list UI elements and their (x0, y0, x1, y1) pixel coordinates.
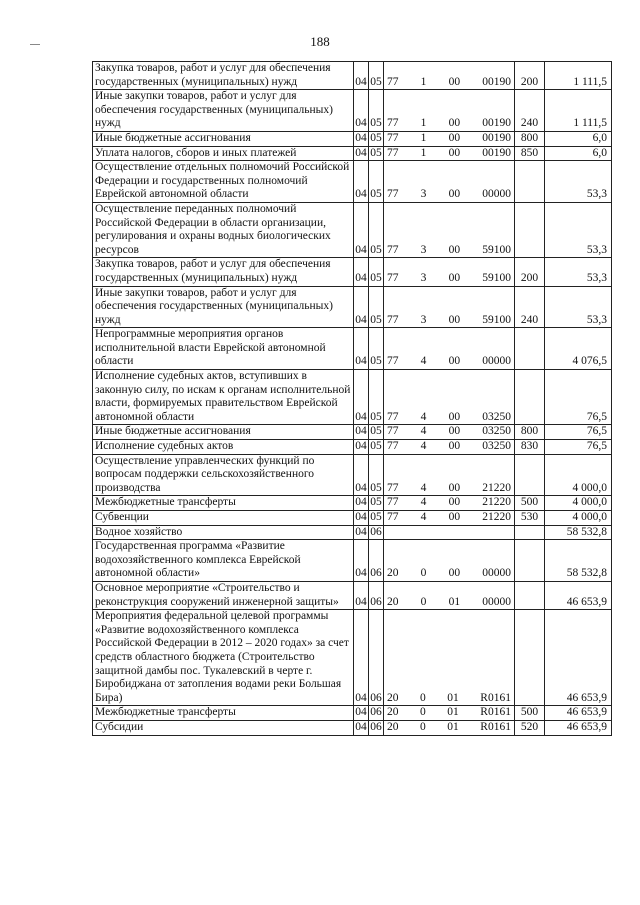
target-article-t1: 77 (387, 355, 399, 368)
target-article-t2: 0 (420, 706, 426, 719)
row-target-article (384, 90, 515, 132)
target-article-t2: 4 (420, 355, 427, 368)
table-row (93, 540, 612, 582)
row-amount: 1 111,5 (545, 90, 612, 132)
table-row (93, 425, 612, 440)
target-article-t1: 20 (387, 595, 399, 608)
margin-mark (30, 44, 40, 45)
target-article-parts (384, 596, 514, 610)
table-row (93, 258, 612, 286)
target-article-t3: 00 (448, 355, 461, 368)
row-subsection-code: 06 (369, 540, 384, 582)
target-article-t1: 77 (387, 75, 399, 88)
row-name: Государственная программа «Развитие водохозяйственного комплекса Еврейской автономной области» (93, 540, 354, 582)
row-name: Межбюджетные трансферты (93, 496, 354, 511)
row-expense-type (515, 525, 545, 540)
target-article-t4: R0161 (480, 706, 511, 719)
row-section-code: 04 (354, 525, 369, 540)
row-target-article (384, 525, 515, 540)
row-amount: 1 111,5 (545, 62, 612, 90)
row-section-code: 04 (354, 286, 369, 328)
row-target-article (384, 706, 515, 721)
row-name: Иные бюджетные ассигнования (93, 131, 354, 146)
table-row (93, 146, 612, 161)
row-expense-type: 200 (515, 62, 545, 90)
row-section-code: 04 (354, 425, 369, 440)
row-expense-type: 240 (515, 286, 545, 328)
row-target-article (384, 286, 515, 328)
target-article-t4: 00000 (482, 355, 511, 368)
row-amount: 53,3 (545, 258, 612, 286)
row-name: Осуществление управленческих функций по вопросам поддержки сельскохозяйственного производства (93, 454, 354, 496)
row-section-code: 04 (354, 720, 369, 735)
row-subsection-code: 06 (369, 706, 384, 721)
row-subsection-code: 06 (369, 581, 384, 609)
target-article-t1: 77 (387, 131, 399, 144)
table-row (93, 370, 612, 425)
row-target-article (384, 720, 515, 735)
row-target-article (384, 258, 515, 286)
row-target-article (384, 610, 515, 706)
row-subsection-code: 05 (369, 425, 384, 440)
target-article-t2: 1 (420, 131, 427, 144)
target-article-t1: 20 (387, 720, 399, 733)
target-article-t2: 3 (420, 313, 427, 326)
target-article-t1: 77 (387, 271, 399, 284)
target-article-t2: 4 (420, 511, 427, 523)
row-amount: 46 653,9 (545, 581, 612, 609)
target-article-t3: 00 (448, 117, 461, 130)
table-row (93, 496, 612, 511)
table-row (93, 202, 612, 257)
row-section-code: 04 (354, 328, 369, 370)
target-article-t4: R0161 (480, 720, 511, 733)
target-article-t2: 0 (420, 567, 427, 580)
target-article-t3: 00 (448, 188, 461, 201)
row-expense-type: 500 (515, 496, 545, 511)
row-section-code: 04 (354, 454, 369, 496)
target-article-t1: 77 (387, 117, 399, 130)
row-expense-type: 850 (515, 146, 545, 161)
row-name: Непрограммные мероприятия органов исполнительной власти Еврейской автономной области (93, 328, 354, 370)
target-article-t4: 59100 (482, 271, 511, 284)
row-name: Иные закупки товаров, работ и услуг для обеспечения государственных (муниципальных) нужд (93, 90, 354, 132)
row-section-code: 04 (354, 146, 369, 161)
table-row (93, 440, 612, 455)
target-article-t2: 3 (420, 188, 427, 201)
row-subsection-code: 06 (369, 610, 384, 706)
table-row (93, 706, 612, 721)
row-name: Мероприятия федеральной целевой программы «Развитие водохозяйственного комплекса Российской Федерации в 2012 – 2020 годах» за счет средств областного бюджета (Строительство защитной дамбы пос. Тукалевский в черте г. Биробиджана от затопления водами реки Большая Бира) (93, 610, 354, 706)
row-section-code: 04 (354, 202, 369, 257)
row-amount: 4 076,5 (545, 328, 612, 370)
row-subsection-code: 05 (369, 90, 384, 132)
row-target-article (384, 370, 515, 425)
target-article-t2: 0 (420, 691, 426, 704)
row-expense-type: 800 (515, 131, 545, 146)
target-article-t2: 1 (420, 146, 427, 159)
target-article-t1: 20 (387, 567, 399, 580)
row-section-code: 04 (354, 581, 369, 609)
row-amount: 6,0 (545, 146, 612, 161)
row-subsection-code: 05 (369, 370, 384, 425)
row-name: Субсидии (93, 720, 354, 735)
row-name: Осуществление отдельных полномочий Российской Федерации и государственных полномочий Еврейской автономной области (93, 161, 354, 203)
row-subsection-code: 05 (369, 511, 384, 526)
target-article-t3: 00 (448, 313, 461, 326)
row-section-code: 04 (354, 610, 369, 706)
target-article-t2: 4 (420, 440, 427, 453)
row-subsection-code: 05 (369, 454, 384, 496)
row-subsection-code: 05 (369, 62, 384, 90)
row-expense-type: 200 (515, 258, 545, 286)
target-article-t4: 03250 (482, 425, 511, 438)
row-amount: 76,5 (545, 440, 612, 455)
row-amount: 46 653,9 (545, 610, 612, 706)
row-name: Исполнение судебных актов, вступивших в законную силу, по искам к органам исполнительной власти, формируемых правительством Еврейской автономной области (93, 370, 354, 425)
target-article-t4: 59100 (482, 313, 511, 326)
row-target-article (384, 161, 515, 203)
budget-table (92, 61, 612, 736)
target-article-parts (384, 496, 514, 510)
row-amount: 4 000,0 (545, 454, 612, 496)
target-article-t1: 77 (387, 481, 399, 494)
row-name: Закупка товаров, работ и услуг для обеспечения государственных (муниципальных) нужд (93, 258, 354, 286)
row-target-article (384, 440, 515, 455)
target-article-t4: 59100 (482, 243, 511, 256)
row-name: Иные закупки товаров, работ и услуг для обеспечения государственных (муниципальных) нужд (93, 286, 354, 328)
target-article-t3: 00 (448, 440, 461, 453)
target-article-parts (384, 132, 514, 146)
target-article-parts (384, 314, 514, 328)
target-article-t1: 77 (387, 440, 399, 453)
target-article-parts (384, 188, 514, 202)
target-article-t1: 77 (387, 496, 399, 509)
row-expense-type (515, 540, 545, 582)
row-amount: 76,5 (545, 425, 612, 440)
target-article-t3: 00 (448, 243, 461, 256)
row-name: Субвенции (93, 511, 354, 526)
target-article-parts (384, 706, 514, 720)
row-expense-type (515, 610, 545, 706)
target-article-parts (384, 147, 514, 161)
row-expense-type: 800 (515, 425, 545, 440)
row-target-article (384, 511, 515, 526)
table-row (93, 62, 612, 90)
row-section-code: 04 (354, 258, 369, 286)
row-name: Уплата налогов, сборов и иных платежей (93, 146, 354, 161)
row-name: Осуществление переданных полномочий Российской Федерации в области организации, регулирования и охраны водных биологических ресурсов (93, 202, 354, 257)
target-article-t3: 00 (448, 481, 461, 494)
row-subsection-code: 06 (369, 525, 384, 540)
target-article-t4: 00190 (482, 146, 511, 159)
target-article-t3: 01 (448, 595, 461, 608)
target-article-t1: 77 (387, 243, 399, 256)
row-amount: 4 000,0 (545, 496, 612, 511)
row-amount: 6,0 (545, 131, 612, 146)
target-article-t2: 0 (420, 720, 426, 733)
target-article-t4: 03250 (482, 410, 511, 423)
target-article-t3: 00 (448, 567, 461, 580)
row-expense-type (515, 370, 545, 425)
row-amount: 53,3 (545, 161, 612, 203)
target-article-parts (384, 567, 514, 581)
target-article-t3: 00 (448, 131, 461, 144)
row-amount: 53,3 (545, 202, 612, 257)
row-amount: 76,5 (545, 370, 612, 425)
target-article-t3: 00 (448, 511, 461, 523)
row-expense-type (515, 328, 545, 370)
row-target-article (384, 425, 515, 440)
row-subsection-code: 05 (369, 258, 384, 286)
row-expense-type: 240 (515, 90, 545, 132)
target-article-t2: 3 (420, 271, 427, 284)
page-number: 188 (310, 34, 330, 49)
table-row (93, 131, 612, 146)
target-article-t4: 00190 (482, 75, 511, 88)
target-article-parts (384, 355, 514, 369)
row-amount: 46 653,9 (545, 720, 612, 735)
table-row (93, 161, 612, 203)
row-target-article (384, 454, 515, 496)
row-target-article (384, 328, 515, 370)
target-article-t2: 1 (420, 75, 427, 88)
table-row (93, 454, 612, 496)
target-article-t3: 01 (447, 691, 459, 704)
row-section-code: 04 (354, 540, 369, 582)
target-article-t4: 03250 (482, 440, 511, 453)
target-article-t3: 01 (447, 706, 459, 719)
target-article-t1: 77 (387, 146, 399, 159)
target-article-t1: 77 (387, 410, 399, 423)
target-article-t3: 00 (448, 146, 461, 159)
row-target-article (384, 202, 515, 257)
row-section-code: 04 (354, 131, 369, 146)
target-article-t3: 00 (448, 410, 461, 423)
row-target-article (384, 131, 515, 146)
row-amount: 53,3 (545, 286, 612, 328)
target-article-t2: 3 (420, 243, 427, 256)
row-amount: 4 000,0 (545, 511, 612, 526)
table-row (93, 511, 612, 526)
table-row (93, 90, 612, 132)
row-subsection-code: 05 (369, 440, 384, 455)
row-name: Основное мероприятие «Строительство и реконструкция сооружений инженерной защиты» (93, 581, 354, 609)
target-article-t3: 00 (448, 496, 461, 509)
row-name: Закупка товаров, работ и услуг для обеспечения государственных (муниципальных) нужд (93, 62, 354, 90)
row-expense-type: 530 (515, 511, 545, 526)
row-amount: 46 653,9 (545, 706, 612, 721)
row-subsection-code: 05 (369, 202, 384, 257)
row-expense-type: 520 (515, 720, 545, 735)
row-subsection-code: 06 (369, 720, 384, 735)
row-expense-type (515, 454, 545, 496)
target-article-parts (384, 117, 514, 131)
target-article-t3: 01 (447, 720, 459, 733)
row-amount: 58 532,8 (545, 525, 612, 540)
target-article-parts (384, 511, 514, 525)
target-article-parts (384, 721, 514, 735)
target-article-t2: 4 (420, 410, 427, 423)
row-subsection-code: 05 (369, 286, 384, 328)
row-section-code: 04 (354, 370, 369, 425)
target-article-t2: 4 (420, 425, 427, 438)
target-article-t3: 00 (448, 75, 461, 88)
target-article-t3: 00 (448, 271, 461, 284)
table-row (93, 581, 612, 609)
row-target-article (384, 540, 515, 582)
target-article-parts (384, 244, 514, 258)
target-article-parts (384, 692, 514, 706)
table-row (93, 286, 612, 328)
target-article-parts (384, 425, 514, 439)
row-subsection-code: 05 (369, 496, 384, 511)
target-article-parts (384, 482, 514, 496)
row-amount: 58 532,8 (545, 540, 612, 582)
target-article-t2: 0 (420, 595, 427, 608)
row-subsection-code: 05 (369, 146, 384, 161)
target-article-t1: 77 (387, 511, 399, 523)
row-section-code: 04 (354, 161, 369, 203)
target-article-t1: 77 (387, 188, 399, 201)
target-article-t1: 77 (387, 313, 399, 326)
row-subsection-code: 05 (369, 131, 384, 146)
table-row (93, 328, 612, 370)
row-section-code: 04 (354, 62, 369, 90)
target-article-t2: 4 (420, 496, 427, 509)
target-article-t2: 1 (420, 117, 427, 130)
row-subsection-code: 05 (369, 328, 384, 370)
target-article-t4: 00000 (482, 567, 511, 580)
row-expense-type: 830 (515, 440, 545, 455)
target-article-t2: 4 (420, 481, 427, 494)
row-expense-type (515, 202, 545, 257)
budget-table-body (93, 62, 612, 736)
row-target-article (384, 62, 515, 90)
target-article-t4: R0161 (480, 691, 511, 704)
target-article-t1: 77 (387, 425, 399, 438)
table-row (93, 720, 612, 735)
target-article-t4: 00190 (482, 131, 511, 144)
row-section-code: 04 (354, 706, 369, 721)
row-target-article (384, 496, 515, 511)
table-row (93, 610, 612, 706)
target-article-t4: 00190 (482, 117, 511, 130)
target-article-t4: 21220 (482, 511, 511, 523)
target-article-parts (384, 272, 514, 286)
target-article-t4: 21220 (482, 481, 511, 494)
row-name: Иные бюджетные ассигнования (93, 425, 354, 440)
row-target-article (384, 581, 515, 609)
row-name: Межбюджетные трансферты (93, 706, 354, 721)
target-article-parts (384, 440, 514, 454)
row-name: Водное хозяйство (93, 525, 354, 540)
target-article-t4: 00000 (482, 188, 511, 201)
target-article-t3: 00 (448, 425, 461, 438)
row-section-code: 04 (354, 440, 369, 455)
target-article-t4: 00000 (482, 595, 511, 608)
row-section-code: 04 (354, 496, 369, 511)
row-section-code: 04 (354, 90, 369, 132)
target-article-parts (384, 76, 514, 90)
target-article-t4: 21220 (482, 496, 511, 509)
row-expense-type (515, 581, 545, 609)
target-article-t1: 20 (387, 706, 399, 719)
target-article-t1: 20 (387, 691, 399, 704)
row-name: Исполнение судебных актов (93, 440, 354, 455)
row-section-code: 04 (354, 511, 369, 526)
row-subsection-code: 05 (369, 161, 384, 203)
row-target-article (384, 146, 515, 161)
table-row (93, 525, 612, 540)
target-article-parts (384, 411, 514, 425)
row-expense-type: 500 (515, 706, 545, 721)
row-expense-type (515, 161, 545, 203)
